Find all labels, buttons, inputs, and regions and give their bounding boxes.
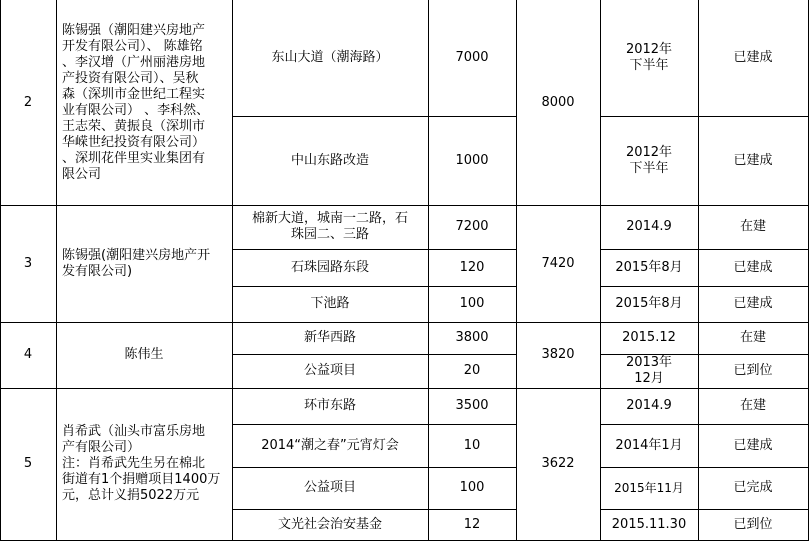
project-amount-cell <box>428 116 516 205</box>
total-amount-cell-text: 3820 <box>541 347 575 362</box>
row-number-text: 3 <box>23 255 33 271</box>
project-name-cell-text: 中山东路改造 <box>290 152 369 168</box>
grid-line-horizontal <box>232 249 517 250</box>
status-cell <box>698 0 808 116</box>
status-cell-text: 在建 <box>739 219 766 234</box>
donor-cell <box>56 205 232 322</box>
donor-cell-text: 肖希武（汕头市富乐房地 产有限公司） 注：肖希武先生另在棉北 街道有1个捐赠项目1400万 元，总计义捐5022万元 <box>62 424 221 503</box>
status-cell <box>698 322 808 354</box>
total-amount-cell-text: 3622 <box>541 456 575 471</box>
project-name-cell-text: 文光社会治安基金 <box>277 516 382 532</box>
donor-cell <box>56 0 232 205</box>
project-amount-cell <box>428 249 516 286</box>
project-amount-cell-text: 100 <box>459 480 485 495</box>
grid-line-horizontal <box>232 467 517 468</box>
grid-line-vertical <box>428 0 429 541</box>
row-number-text: 2 <box>23 94 33 110</box>
grid-line-vertical <box>232 0 233 541</box>
project-amount-cell <box>428 286 516 322</box>
grid-line-vertical <box>56 0 57 541</box>
status-cell-text: 已建成 <box>733 259 773 275</box>
completion-date-cell <box>600 354 698 388</box>
grid-line-vertical <box>808 0 809 541</box>
project-name-cell-text: 公益项目 <box>303 480 356 495</box>
grid-line-horizontal <box>232 286 517 287</box>
grid-line-horizontal <box>0 322 809 323</box>
row-number-text: 4 <box>23 347 33 362</box>
donor-cell <box>56 322 232 388</box>
project-name-cell-text: 2014“潮之春”元宵灯会 <box>261 437 399 453</box>
grid-line-horizontal <box>600 286 809 287</box>
project-name-cell <box>232 116 428 205</box>
project-amount-cell <box>428 509 516 540</box>
project-name-cell <box>232 354 428 388</box>
project-amount-cell-text: 3500 <box>455 398 489 413</box>
completion-date-cell <box>600 286 698 322</box>
project-amount-cell-text: 20 <box>463 363 481 378</box>
completion-date-cell <box>600 205 698 249</box>
grid-line-horizontal <box>232 354 517 355</box>
status-cell <box>698 249 808 286</box>
grid-line-horizontal <box>600 467 809 468</box>
row-number-text: 5 <box>23 456 33 471</box>
completion-date-cell <box>600 424 698 467</box>
project-amount-cell-text: 10 <box>463 437 481 453</box>
grid-line-vertical <box>698 0 699 541</box>
project-amount-cell <box>428 322 516 354</box>
completion-date-cell-text: 2015年11月 <box>614 480 684 495</box>
total-amount-cell <box>516 205 600 322</box>
status-cell-text: 已完成 <box>733 480 773 495</box>
project-name-cell <box>232 467 428 509</box>
completion-date-cell-text: 2012年 下半年 <box>625 144 673 176</box>
row-number <box>0 388 56 540</box>
project-name-cell-text: 下池路 <box>310 296 350 311</box>
status-cell-text: 已到位 <box>733 363 773 378</box>
completion-date-cell-text: 2015年8月 <box>615 296 683 311</box>
completion-date-cell-text: 2014.9 <box>626 398 672 413</box>
donor-cell-text: 陈锡强(潮阳建兴房地产开 发有限公司) <box>62 247 211 279</box>
grid-line-horizontal <box>0 540 809 541</box>
project-name-cell <box>232 424 428 467</box>
completion-date-cell-text: 2015年8月 <box>615 259 683 275</box>
project-amount-cell-text: 7200 <box>455 219 489 234</box>
completion-date-cell-text: 2014年1月 <box>615 437 683 453</box>
status-cell-text: 已建成 <box>733 437 773 453</box>
project-name-cell-text: 东山大道（潮海路） <box>271 50 389 65</box>
grid-line-horizontal <box>232 116 517 117</box>
completion-date-cell <box>600 0 698 116</box>
total-amount-cell-text: 8000 <box>541 94 575 110</box>
project-name-cell <box>232 249 428 286</box>
grid-line-horizontal <box>0 205 809 206</box>
completion-date-cell <box>600 509 698 540</box>
completion-date-cell <box>600 322 698 354</box>
project-amount-cell <box>428 354 516 388</box>
donor-cell-text: 陈锡强（潮阳建兴房地产 开发有限公司）、 陈雄铭 、李汉增（广州丽港房地 产投资有限公司）、吴秋 森（深圳市金世纪工程实 业有限公司） 、李科然、 王志荣、黄振良（深圳市 华嵘世纪投资有限公司） 、深圳花伴里实业集团有 限公司 <box>62 22 210 182</box>
grid-line-horizontal <box>600 116 809 117</box>
completion-date-cell <box>600 388 698 424</box>
row-number <box>0 205 56 322</box>
project-name-cell-text: 公益项目 <box>303 363 356 378</box>
status-cell <box>698 205 808 249</box>
status-cell-text: 已建成 <box>733 50 773 65</box>
project-amount-cell-text: 120 <box>459 259 485 275</box>
project-amount-cell-text: 12 <box>463 516 481 532</box>
total-amount-cell <box>516 322 600 388</box>
status-cell-text: 已建成 <box>733 152 773 168</box>
project-amount-cell <box>428 424 516 467</box>
project-amount-cell-text: 3800 <box>455 330 489 345</box>
grid-line-vertical <box>516 0 517 541</box>
row-number <box>0 322 56 388</box>
donor-cell <box>56 388 232 540</box>
status-cell-text: 已到位 <box>733 516 773 532</box>
project-name-cell <box>232 0 428 116</box>
donor-cell-text: 陈伟生 <box>124 347 164 362</box>
status-cell-text: 在建 <box>739 330 766 345</box>
status-cell <box>698 354 808 388</box>
project-amount-cell-text: 100 <box>459 296 485 311</box>
grid-line-horizontal <box>600 354 809 355</box>
project-name-cell <box>232 286 428 322</box>
grid-line-horizontal <box>232 509 517 510</box>
completion-date-cell <box>600 116 698 205</box>
grid-line-vertical <box>0 0 1 541</box>
total-amount-cell <box>516 388 600 540</box>
project-name-cell <box>232 509 428 540</box>
completion-date-cell <box>600 249 698 286</box>
project-amount-cell <box>428 388 516 424</box>
project-amount-cell-text: 7000 <box>455 50 489 65</box>
project-name-cell <box>232 322 428 354</box>
project-amount-cell <box>428 467 516 509</box>
grid-line-horizontal <box>232 424 517 425</box>
project-name-cell <box>232 205 428 249</box>
total-amount-cell <box>516 0 600 205</box>
project-name-cell-text: 石珠园路东段 <box>290 259 369 275</box>
project-amount-cell <box>428 0 516 116</box>
completion-date-cell-text: 2015.11.30 <box>611 516 687 532</box>
grid-line-horizontal <box>600 509 809 510</box>
grid-line-horizontal <box>600 424 809 425</box>
project-name-cell <box>232 388 428 424</box>
project-amount-cell <box>428 205 516 249</box>
completion-date-cell <box>600 467 698 509</box>
status-cell <box>698 424 808 467</box>
project-amount-cell-text: 1000 <box>455 152 489 168</box>
status-cell-text: 在建 <box>739 398 766 413</box>
status-cell <box>698 467 808 509</box>
status-cell <box>698 509 808 540</box>
grid-line-horizontal <box>0 388 809 389</box>
grid-line-vertical <box>600 0 601 541</box>
project-name-cell-text: 新华西路 <box>303 330 356 345</box>
completion-date-cell-text: 2013年 12月 <box>625 355 673 386</box>
completion-date-cell-text: 2012年 下半年 <box>625 42 673 73</box>
project-name-cell-text: 环市东路 <box>303 398 356 413</box>
status-cell <box>698 286 808 322</box>
status-cell <box>698 388 808 424</box>
completion-date-cell-text: 2014.9 <box>626 219 672 234</box>
status-cell <box>698 116 808 205</box>
row-number <box>0 0 56 205</box>
completion-date-cell-text: 2015.12 <box>622 330 676 345</box>
grid-line-horizontal <box>600 249 809 250</box>
project-name-cell-text: 棉新大道，城南一二路，石 珠园二、三路 <box>251 211 408 242</box>
total-amount-cell-text: 7420 <box>541 255 575 271</box>
status-cell-text: 已建成 <box>733 296 773 311</box>
